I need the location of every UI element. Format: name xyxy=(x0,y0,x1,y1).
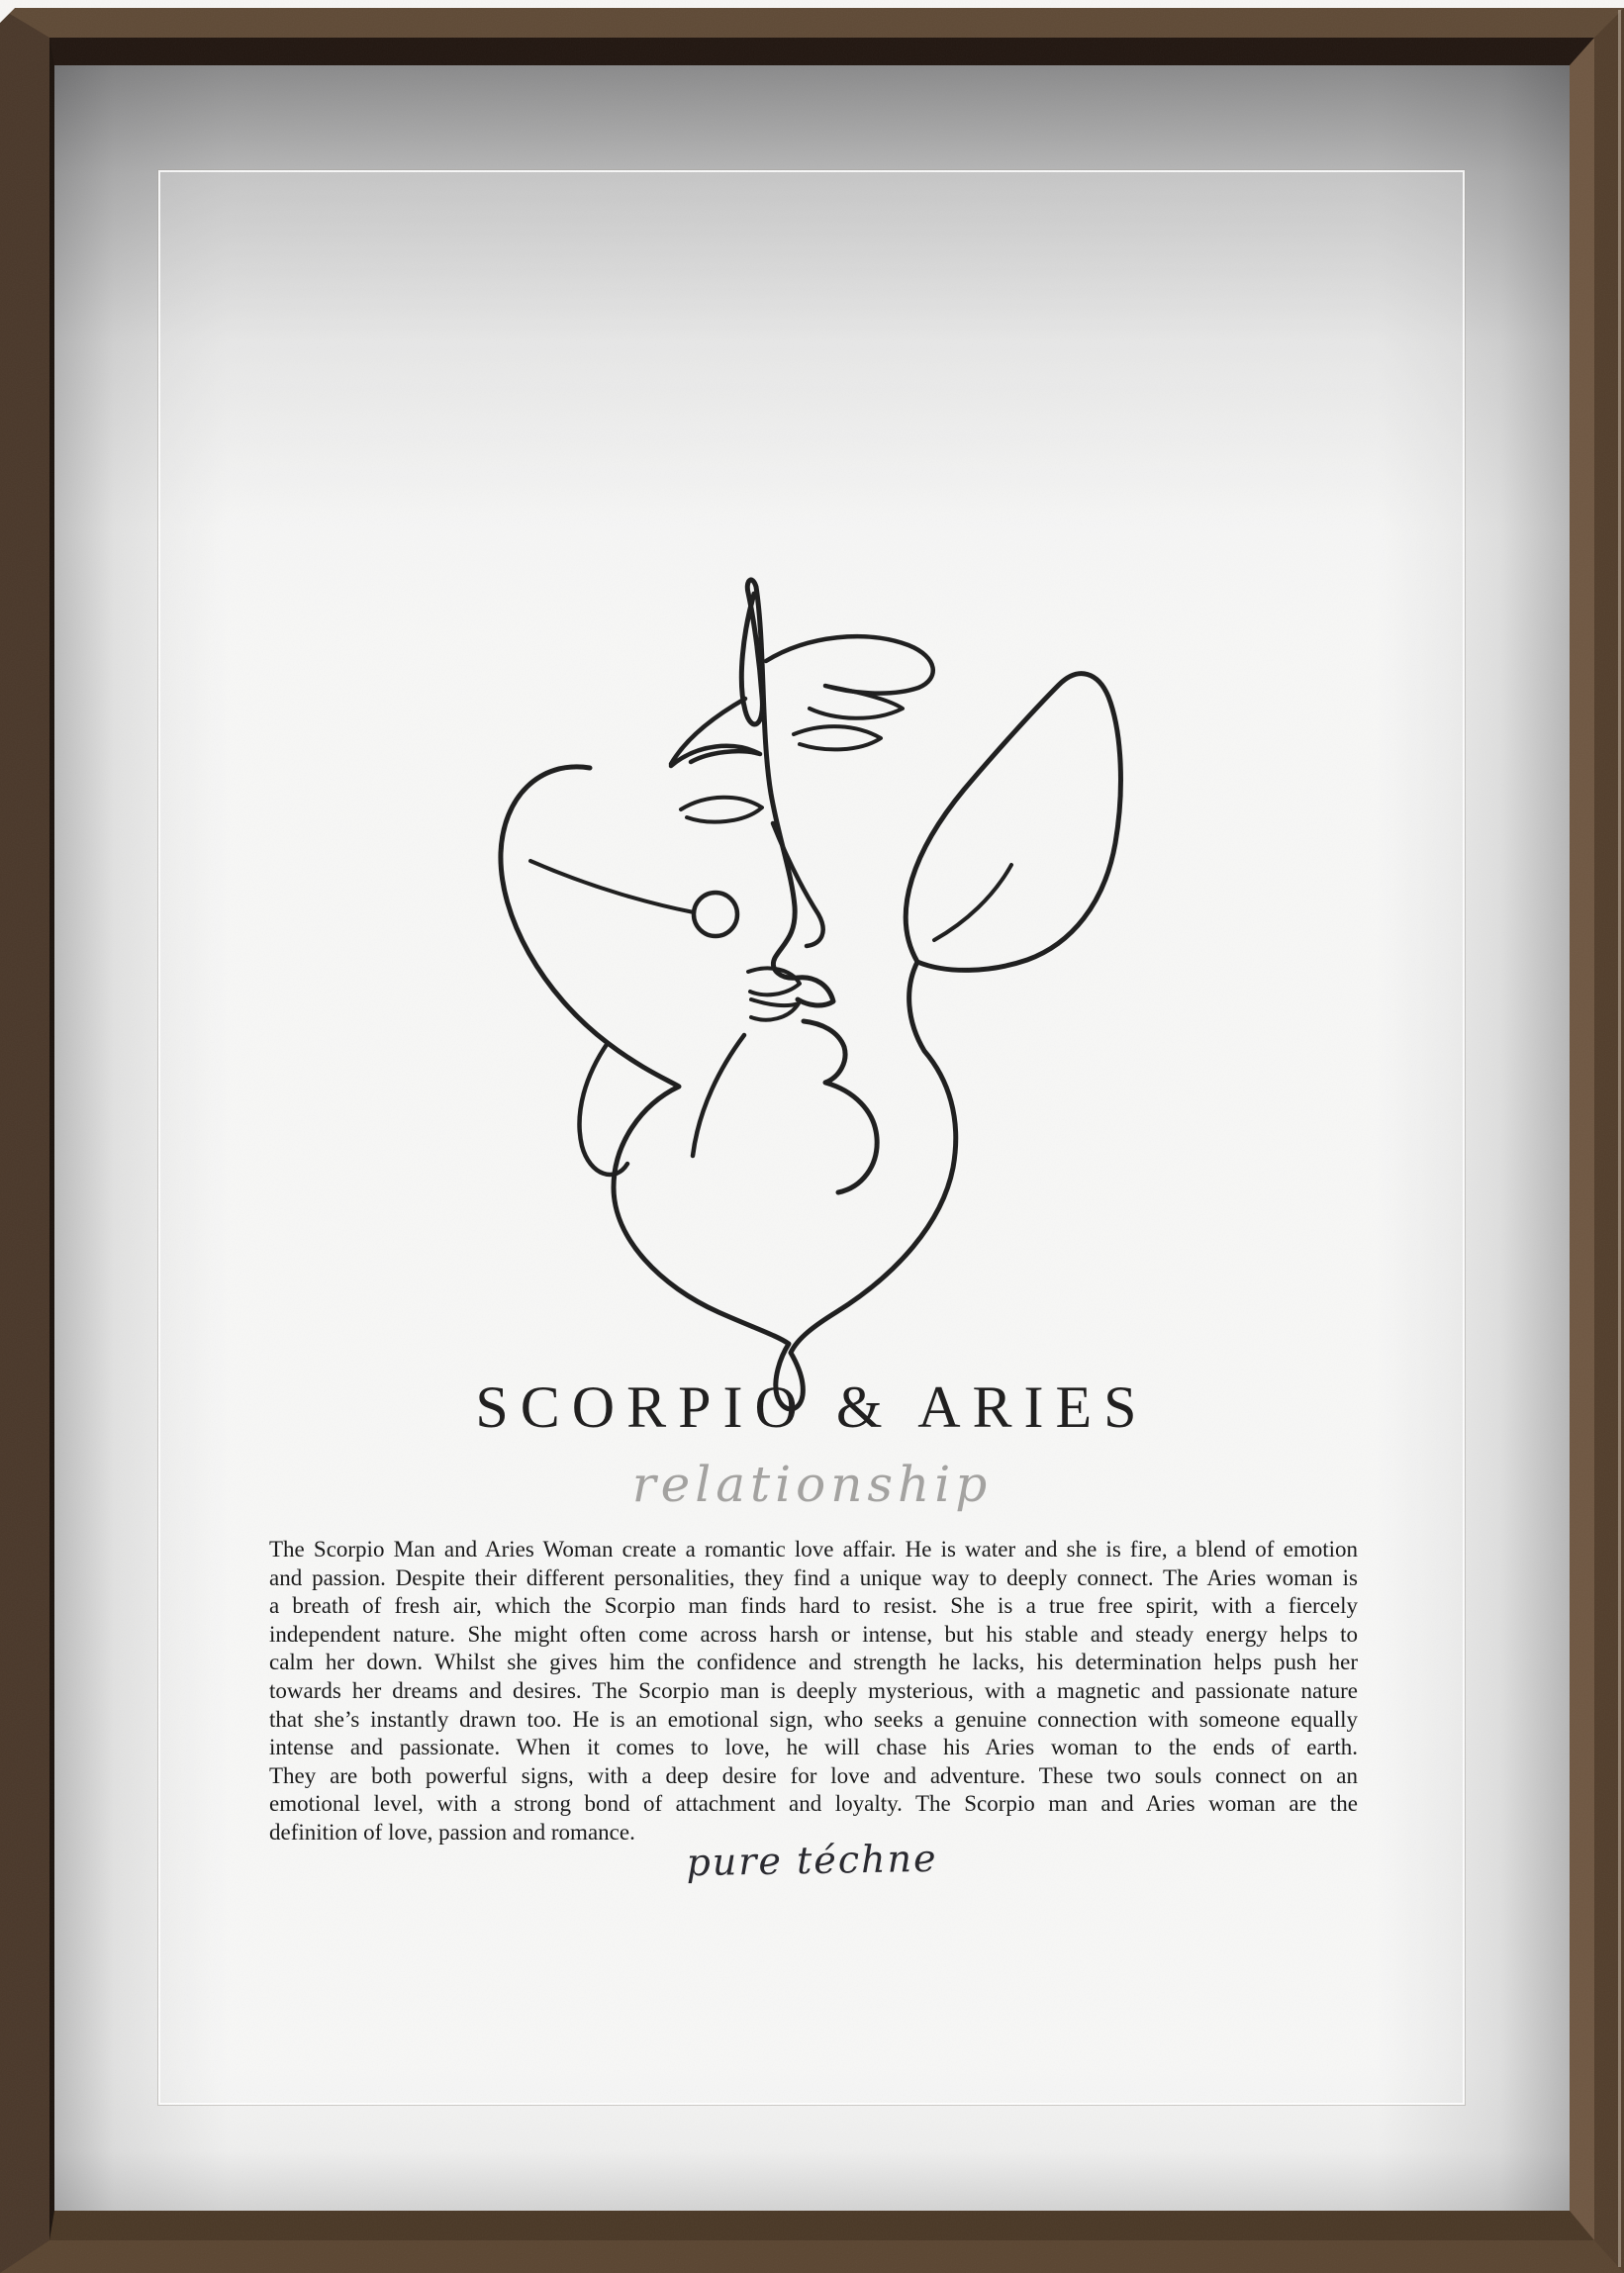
photo-background-edge xyxy=(0,0,1624,8)
poster-body-text xyxy=(269,1536,1358,1847)
body-text-line-1: The Scorpio Man and Aries Woman create a romantic love affair. He is water and she is fire, a blend of emotion xyxy=(269,1537,1358,1562)
brand-signature: pure téchne xyxy=(686,1836,938,1885)
body-text-line-9: They are both powerful signs, with a deep desire for love and adventure. These two souls connect on an xyxy=(269,1762,1358,1788)
frame-edge-highlight xyxy=(1618,10,1621,2267)
body-text-line-4: independent nature. She might often come across harsh or intense, but his stable and steady energy helps to xyxy=(269,1621,1358,1647)
body-text-line-3: a breath of fresh air, which the Scorpio man finds hard to resist. She is a true free spirit, with a fiercely xyxy=(269,1593,1358,1619)
poster-title: SCORPIO & ARIES xyxy=(475,1374,1149,1440)
body-text-line-5: calm her down. Whilst she gives him the confidence and strength he lacks, his determination helps push her xyxy=(269,1650,1358,1675)
body-text-line-7: that she’s instantly drawn too. He is an emotional sign, who seeks a genuine connection with someone equally xyxy=(269,1706,1358,1732)
body-text-line-8: intense and passionate. When it comes to love, he will chase his Aries woman to the ends of earth. xyxy=(269,1735,1358,1760)
photo-corner-highlight xyxy=(0,0,30,30)
line-art-couple-kiss xyxy=(475,534,1148,1425)
body-text-line-2: and passion. Despite their different personalities, they find a unique way to deeply connect. The Aries woman is xyxy=(269,1564,1358,1590)
body-text-line-6: towards her dreams and desires. The Scorpio man is deeply mysterious, with a magnetic and passionate nature xyxy=(269,1677,1358,1703)
body-text-line-10: emotional level, with a strong bond of attachment and loyalty. The Scorpio man and Aries woman are the xyxy=(269,1791,1358,1817)
poster-subtitle: relationship xyxy=(631,1456,993,1513)
body-text-line-11: definition of love, passion and romance. xyxy=(269,1819,635,1845)
